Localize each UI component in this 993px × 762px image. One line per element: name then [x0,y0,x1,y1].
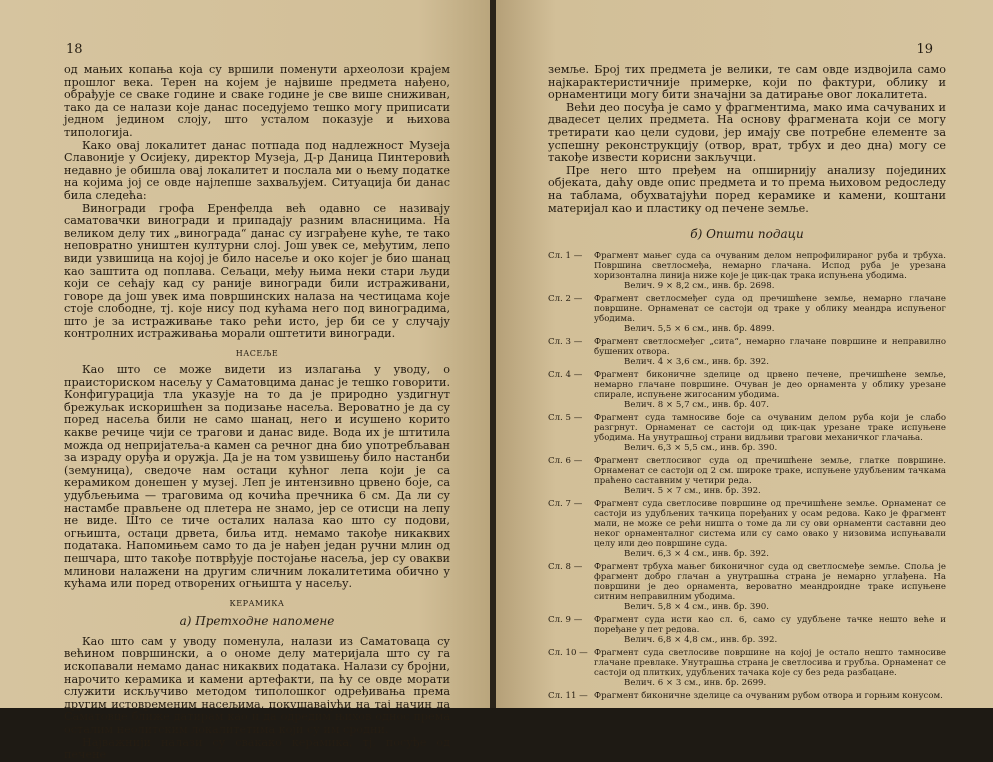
figure-description: Фрагмент светлосмеђег суда од пречишћене земље, немарно глачане површине. Орнаменат се састоји од траке у облику меандра испуњеног убодима. [594,294,946,325]
figure-label: Сл. 8 — [548,562,583,573]
figure-description: Фрагмент суда светлосиве површине од пречишћене земље. Орнаменат се састоји из удубљених тачкица поређаних у осам редова. Како је фрагмент мали, не може се рећи ништа о томе да ли су ови орнаменти саставни део неког орнаменталног система или су само овако у низовима испуњавали целу или део површине суда. [594,499,946,550]
figure-description: Фрагмент трбуха мањег биконичног суда од светлосмеђе земље. Споља је фрагмент добро глачан а унутрашња страна је немарно углађена. На површини је део орнамента, вероватно меандроидне траке испуњене ситним неправилним убодима. [594,562,946,603]
paragraph: Како овај локалитет данас потпада под надлежност Музеја Славоније у Осијеку, директор Музеја, Д-р Даница Пинтеровић недавно је обишла овај локалитет и послала ми о њему податке на којима јој се овде најлепше захваљујем. Ситуација би данас била следећа: [64,138,450,202]
paragraph: земље. Број тих предмета је велики, те сам овде издвојила само најкарактеристичније примерке, који по фактури, облику и орнаментици могу бити значајни за датирање овог локалитета. [548,63,946,102]
section-heading-naselje: НАСЕЉЕ [235,349,279,359]
paragraph: од мањих копања која су вршили поменути археолози крајем прошлог века. Терен на којем је највише предмета нађено, обрађује се сваке године и сваке године је све више сниживан, тако да се налази које данас поседујемо тешко могу приписати једном једином слоју, што усталом показује и њихова типологија. [64,63,450,139]
figure-description: Фрагмент биконичне зделице од црвено печене, пречишћене земље, немарно глачане површине. Очуван је део орнамента у облику урезане спирале, испуњене жигосаним убодима. [594,370,946,401]
figure-entry [548,562,946,612]
figure-label: Сл. 11 — [548,691,588,702]
figure-description: Фрагмент суда светлосиве површине на којој је остало нешто тамносиве глачане превлаке. Унутрашња страна је светлосива и грубља. Орнаменат се састоји од плитких, удубљених тачака које су без реда разбацане. [594,648,946,679]
right-text-column [548,64,946,704]
paragraph: Пре него што пређем на опширнију анализу појединих објеката, даћу овде опис предмета и то према њиховом редоследу на таблама, обухватајући поред керамике и камени, коштани материјал као и пластику од печене земље. [548,163,946,215]
figure-size: Велич. 9 × 8,2 см., инв. бр. 2698. [624,281,775,292]
left-page [0,0,492,762]
figure-entry [548,370,946,410]
figure-description: Фрагмент суда исти као сл. 6, само су удубљене тачке нешто веће и поређане у пет редова. [594,615,946,636]
figure-entry [548,337,946,367]
section-heading-keramika: КЕРАМИКА [229,598,285,608]
paragraph: Већи део посуђа је само у фрагментима, мако има сачуваних и двадесет целих предмета. На основу фрагмената који се могу третирати као цели судови, јер имају све потребне елементе за успешну реконструкцију (отвор, врат, трбух и део дна) могу се такође извести корисни закључци. [548,100,946,165]
figure-label: Сл. 6 — [548,456,583,467]
figure-entry [548,294,946,334]
figure-entry [548,251,946,291]
figure-size: Велич. 6,3 × 5,5 см., инв. бр. 390. [624,443,778,454]
figure-size: Велич. 6 × 3 см., инв. бр. 2699. [624,678,767,689]
figure-entry [548,615,946,645]
figure-size: Велич. 5,8 × 4 см., инв. бр. 390. [624,602,769,613]
subheading-prethodne-napomene: а) Претходне напомене [179,613,335,628]
figure-description: Фрагмент светлосмеђег „сита“, немарно глачане површине и неправилно бушених отвора. [594,337,946,358]
figure-label: Сл. 2 — [548,294,583,305]
figure-size: Велич. 6,3 × 4 см., инв. бр. 392. [624,549,769,560]
paragraph: Као што се може видети из излагања у уводу, о праисториском насељу у Саматовцима данас је тешко говорити. Конфигурација тла указује на то да је природно уздигнут брежуљак искоришћен за подизање насеља. Вероватно је да су поред насеља били не само шанац, него и исушено корито какве речице чији се трагови и данас виде. Вода их је штитила можда од непријатеља-а камен са речног дна био употребљаван за израду оруђа и оружја. Да је на том узвишењу било настанби (земуница), сведоче нам остаци кућног лепа који је са керамиком донешен у музеј. Леп је интензивно црвено боје, са удубљењима — траговима од кочића пречника 6 см. Да ли су настамбе прављене од плетера не знамо, јер се отисци на лепу не виде. Што се тиче осталих налаза као што су подови, огњишта, остаци дрвета, биља итд. немамо такође никаквих података. Напомињем само то да је нађен један ручни млин од пешчара, што такође потврђује постојање насеља, јер су овакви млинови налажени на другим сличним локалитетима обично у кућама или поред отворених огњишта у насељу. [64,363,450,591]
figure-size: Велич. 6,8 × 4,8 см., инв. бр. 392. [624,635,778,646]
figure-description: Фрагмент биконичне зделице са очуваним рубом отвора и горњим конусом. [594,691,943,702]
figure-entry [548,691,946,701]
figure-label: Сл. 4 — [548,370,583,381]
figure-size: Велич. 8 × 5,7 см., инв. бр. 407. [624,400,769,411]
figure-label: Сл. 1 — [548,251,583,262]
figure-entry [548,648,946,688]
page-number: 19 [916,42,933,57]
figure-description: Фрагмент мањег суда са очуваним делом непрофилираног руба и трбуха. Површина светлосмеђа, немарно глачана. Испод руба је урезана хоризонтална линија ниже које је цик-цак трака испуњена убодима. [594,251,946,282]
figure-entry [548,499,946,559]
figure-entry [548,456,946,496]
paragraph: Виногради грофа Еренфелда већ одавно се називају саматовачки виногради и припадају разним власницима. На великом делу тих „винограда“ данас су изграђене куће, те тако неповратно уништен културни слој. Још увек се, међутим, лепо види узвишица на којој је било насеље и око којег је био шанац као заштита од поплава. Сељаци, међу њима неки стари људи који се сећају кад су раније виногради били истраживани, говоре да још увек има површинских налаза на честицама које стоје слободне, тј. које нису под кућама него под виноградима, што је за истраживање тако рећи исто, јер би се у случају контролних истраживања морали оштетити виногради. [64,201,450,341]
figure-label: Сл. 5 — [548,413,583,424]
subheading-opsti-podaci: б) Општи подаци [690,227,804,242]
figure-label: Сл. 10 — [548,648,588,659]
figure-size: Велич. 5,5 × 6 см., инв. бр. 4899. [624,324,775,335]
figure-size: Велич. 5 × 7 см., инв. бр. 392. [624,486,761,497]
figure-label: Сл. 7 — [548,499,583,510]
figure-description: Фрагмент суда тамносиве боје са очуваним делом руба који је слабо разгрнут. Орнаменат се састоји од цик-цак урезане траке испуњене убодима. На унутрашњој страни видљиви трагови механичког глачања. [594,413,946,444]
figure-size: Велич. 4 × 3,6 см., инв. бр. 392. [624,357,769,368]
figure-description: Фрагмент светлосивог суда од пречишћене земље, глатке површине. Орнаменат се састоји од 2 см. широке траке, испуњене удубљеним тачкама праћено саставним у четири реда. [594,456,946,487]
page-number: 18 [66,42,83,57]
figure-label: Сл. 9 — [548,615,583,626]
left-text-column [64,64,450,762]
right-page [496,0,993,708]
paragraph: Најважнији налази су свакако керамика, тј. посуђе од печене [64,735,450,762]
paragraph: Као што сам у уводу поменула, налази из Саматоваца су већином површински, а о ономе делу материјала што су га ископавали немамо данас никаквих података. Налази су бројни, нарочито керамика и камени артефакти, па ћу се овде морати служити искључиво методом типолошког одређивања према другим истовременим насељима, покушавајући на тај начин да Саматовце ближе датирам као и да одредим њихов однос према осталим неолитским локалитетима који су им сродни. [64,634,450,736]
figure-label: Сл. 3 — [548,337,583,348]
figure-entry [548,413,946,453]
